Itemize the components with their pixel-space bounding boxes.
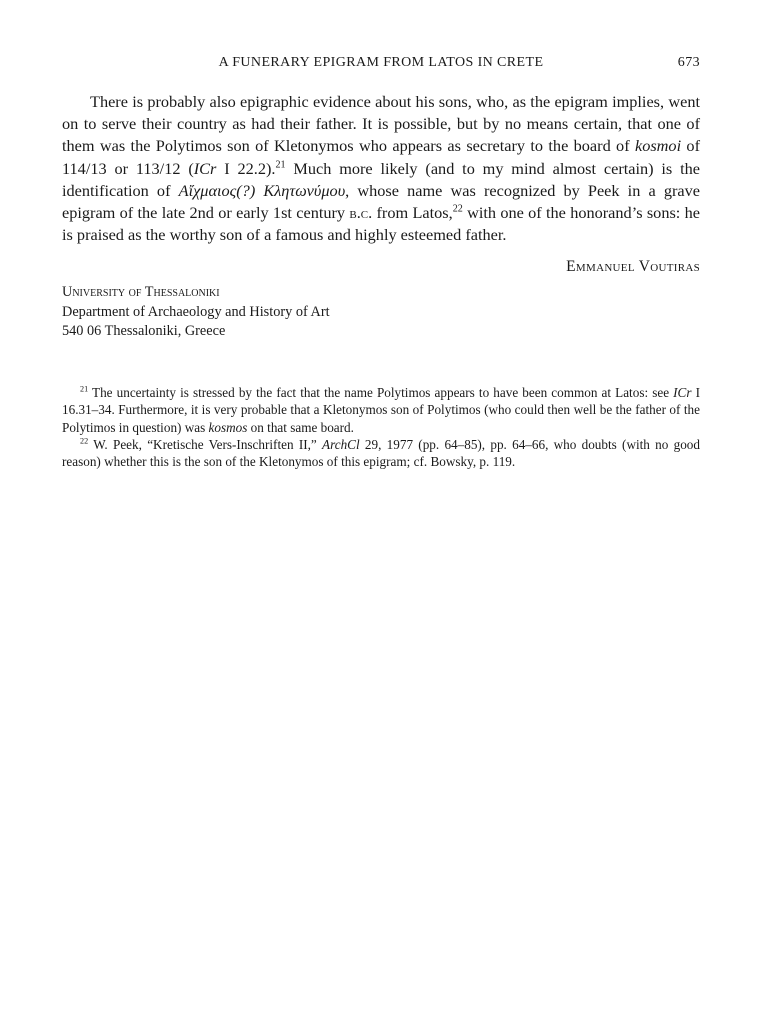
affiliation-department: Department of Archaeology and History of Art [62,303,330,320]
footnote-21 [62,384,700,436]
footnote-ref-22: 22 [452,203,463,215]
footnote-text: 29, 1977 (pp. 64–85), pp. 64–66, who doubts (with no good reason) whether this is the son of the Kletonymos of this epigram; cf. Bowsky, p. 119. [62,436,700,470]
running-head [62,55,700,75]
author-affiliation [62,283,330,342]
footnote-number: 21 [80,384,89,394]
footnotes [62,384,700,470]
footnote-text: I 16.31–34. Furthermore, it is very probable that a Kletonymos son of Polytimos (who could then well be the father of the Polytimos in question) was [62,385,700,435]
footnote-number: 22 [80,436,89,446]
footnote-text: W. Peek, “Kretische Vers-Inschriften II,” [88,436,323,452]
footnote-text: on that same board. [247,419,354,435]
italic-abbreviation: ICr [673,385,692,400]
page-number: 673 [677,55,700,70]
body-text-segment: , whose name was recognized by Peek in a grave epigram of the late 2nd or early 1st century [62,180,700,223]
footnote-ref-21: 21 [275,159,286,171]
footnote-text: The uncertainty is stressed by the fact that the name Polytimos appears to have been common at Latos: see [88,385,674,400]
body-text-segment: from Latos, [372,203,453,223]
author-name: Emmanuel Voutiras [566,258,700,275]
greek-name: Αἴχμαιος(?) Κλητωνύμου [178,180,346,200]
italic-abbreviation: ArchCl [322,436,360,452]
body-text-segment: Much more likely (and to my mind almost certain) is the identification of [62,158,700,200]
affiliation-university: University of Thessaloniki [62,284,220,300]
body-text-segment: of 114/13 or 113/12 ( [62,136,700,178]
body-text-segment: I 22.2). [216,158,276,178]
body-paragraph [62,91,700,246]
footnote-22 [62,436,700,471]
small-caps-era: b.c. [349,203,373,223]
body-text-segment: There is probably also epigraphic evidence about his sons, who, as the epigram implies, went on to serve their country as had their father. It is possible, but by no means certain, that one of them was the Polytimos son of Kletonymos who appears as secretary to the board of [62,92,700,156]
italic-abbreviation: ICr [193,158,217,178]
italic-term: kosmos [208,419,248,435]
running-title: A FUNERARY EPIGRAM FROM LATOS IN CRETE [218,55,544,70]
affiliation-address: 540 06 Thessaloniki, Greece [62,323,226,339]
italic-term: kosmoi [634,136,682,156]
body-text-segment: with one of the honorand’s sons: he is praised as the worthy son of a famous and highly esteemed father. [62,203,700,245]
